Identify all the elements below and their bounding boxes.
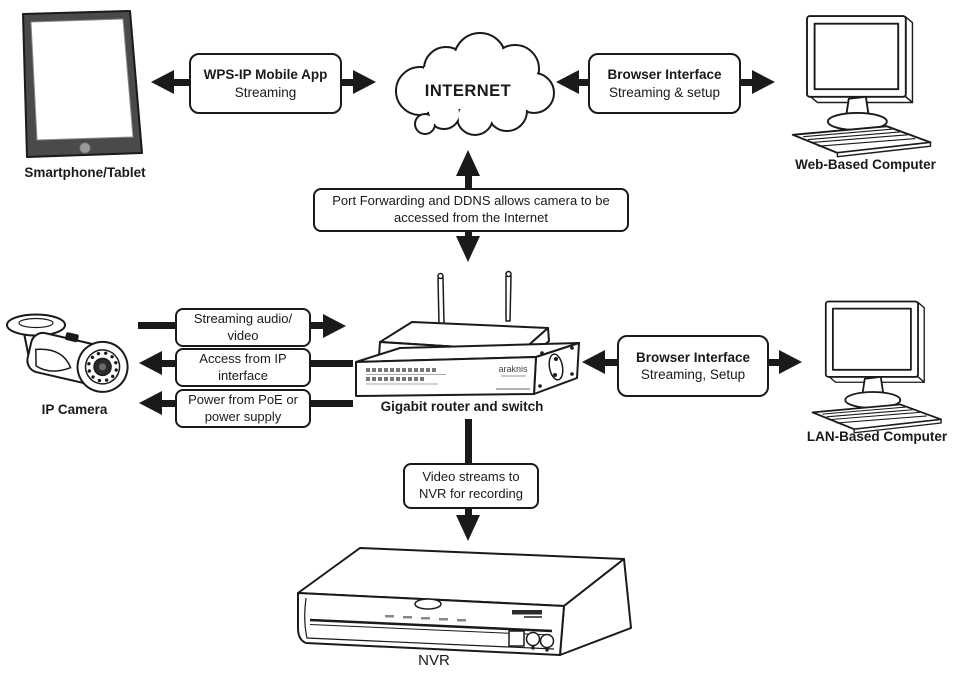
mobile-app-subtitle: Streaming <box>234 84 297 100</box>
power-poe-box <box>175 389 311 428</box>
video-nvr-line1: Video streams to <box>422 469 520 485</box>
access-ip-box <box>175 348 311 387</box>
nvr-label: NVR <box>418 652 450 669</box>
router-switch-icon <box>346 264 590 400</box>
arrow-to-internet-icon <box>353 70 376 94</box>
mobile-app-title: WPS-IP Mobile App <box>203 67 328 83</box>
streaming-av-line2: video <box>227 327 259 343</box>
arrow-to-internet-up-icon <box>456 150 480 176</box>
browser-top-title: Browser Interface <box>607 67 722 83</box>
browser-interface-top-box <box>588 53 741 114</box>
power-poe-line1: Power from PoE or <box>188 391 298 407</box>
browser-lan-title: Browser Interface <box>635 349 751 365</box>
ip-camera-label: IP Camera <box>41 402 108 417</box>
web-computer-label: Web-Based Computer <box>795 157 936 172</box>
power-poe-line2: power supply <box>204 408 282 424</box>
streaming-av-box <box>175 308 311 347</box>
browser-lan-subtitle: Streaming, Setup <box>640 367 746 382</box>
home-button-icon <box>80 143 91 154</box>
browser-top-subtitle: Streaming & setup <box>608 84 721 100</box>
arrow-to-internet-icon <box>556 70 579 94</box>
arrow-to-tablet-icon <box>151 70 174 94</box>
switch-brand-label: araknis <box>498 364 528 374</box>
tablet-icon <box>16 8 150 162</box>
video-nvr-line2: NVR for recording <box>418 486 524 501</box>
arrow-to-router-icon <box>323 314 346 338</box>
arrow-to-camera-icon <box>139 351 162 375</box>
streaming-av-line1: Streaming audio/ <box>193 310 293 326</box>
port-forwarding-line2: accessed from the Internet <box>394 210 548 225</box>
arrow-to-camera-icon <box>139 391 162 415</box>
video-nvr-box <box>403 463 539 509</box>
internet-cloud-icon <box>376 27 558 153</box>
port-forwarding-box <box>313 188 629 232</box>
access-ip-line1: Access from IP <box>199 350 287 366</box>
arrow-to-nvr-icon <box>456 515 480 541</box>
ip-camera-icon <box>2 297 142 401</box>
browser-interface-lan-box <box>617 335 769 397</box>
port-forwarding-line1: Port Forwarding and DDNS allows camera to be <box>332 193 610 209</box>
lan-computer-label: LAN-Based Computer <box>806 429 948 444</box>
access-ip-line2: interface <box>218 367 268 383</box>
web-computer-icon <box>788 12 940 155</box>
router-label: Gigabit router and switch <box>380 399 544 414</box>
tablet-label: Smartphone/Tablet <box>24 165 146 180</box>
cloud-label: INTERNET <box>424 82 512 100</box>
nvr-icon <box>290 540 642 662</box>
mobile-app-box <box>189 53 342 114</box>
arrow-to-router-down-icon <box>456 236 480 262</box>
arrow-to-lan-computer-icon <box>779 350 802 374</box>
arrow-to-web-computer-icon <box>752 70 775 94</box>
lan-computer-icon <box>808 298 950 431</box>
